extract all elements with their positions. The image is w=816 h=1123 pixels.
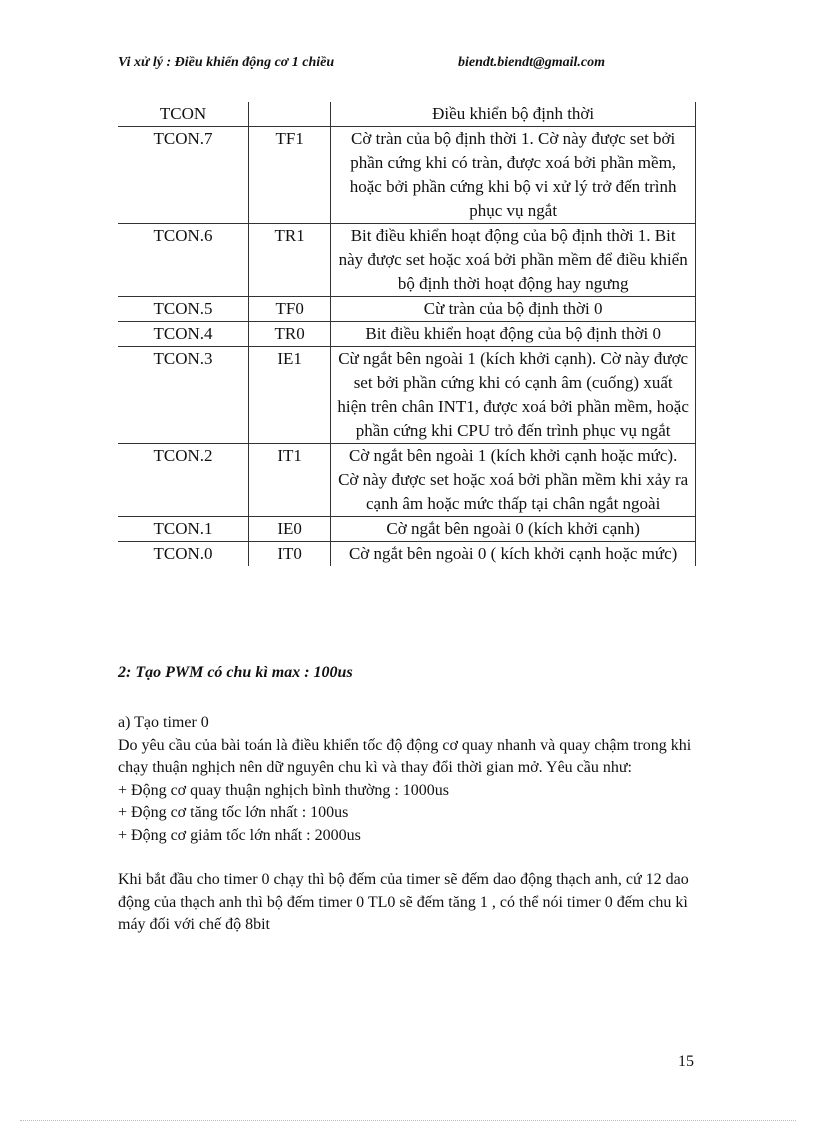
bit-cell: TF0	[249, 297, 331, 322]
body-text	[118, 712, 698, 937]
paragraph: Do yêu cầu của bài toán là điều khiển tốc độ động cơ quay nhanh và quay chậm trong khi chạy thuận nghịch nên dữ nguyên chu kì và thay đổi thời gian mở. Yêu cầu như:	[118, 736, 692, 776]
description-cell: Cờ ngắt bên ngoài 0 (kích khởi cạnh)	[331, 517, 696, 542]
table-row	[118, 347, 696, 444]
table-row	[118, 444, 696, 517]
table-row	[118, 127, 696, 224]
list-item: + Động cơ quay thuận nghịch bình thường : 1000us	[118, 781, 450, 799]
header-email: biendt.biendt@gmail.com	[458, 55, 605, 70]
description-cell: Cừ ngắt bên ngoài 1 (kích khởi cạnh). Cờ này được set bởi phần cứng khi có cạnh âm (cuống) xuất hiện trên chân INT1, được xoá bởi phần mềm, hoặc phần cứng khi CPU trỏ đến trình phục vụ ngắt	[331, 347, 696, 444]
list-item: + Động cơ tăng tốc lớn nhất : 100us	[118, 804, 349, 821]
table-row	[118, 542, 696, 567]
bit-cell: IT1	[249, 444, 331, 517]
table-row	[118, 224, 696, 297]
description-cell: Cừ tràn của bộ định thời 0	[331, 297, 696, 322]
page-number: 15	[678, 1053, 694, 1070]
tcon-table	[118, 102, 696, 566]
register-cell: TCON.1	[118, 517, 249, 542]
register-cell: TCON.4	[118, 322, 249, 347]
register-cell: TCON.7	[118, 127, 249, 224]
bit-cell: TR0	[249, 322, 331, 347]
list-item: + Động cơ giảm tốc lớn nhất : 2000us	[118, 826, 361, 844]
bit-cell: TF1	[249, 127, 331, 224]
table-header-row	[118, 102, 696, 127]
table-header-bit	[249, 102, 331, 127]
header-title: Vi xử lý : Điều khiển động cơ 1 chiều	[118, 55, 335, 70]
description-cell: Cờ tràn của bộ định thời 1. Cờ này được set bởi phần cứng khi có tràn, được xoá bởi phần mềm, hoặc bởi phần cứng khi bộ vi xử lý trở đến trình phục vụ ngắt	[331, 127, 696, 224]
table-row	[118, 517, 696, 542]
table-header-description: Điều khiển bộ định thời	[331, 102, 696, 127]
description-cell: Cờ ngắt bên ngoài 0 ( kích khởi cạnh hoặc mức)	[331, 542, 696, 567]
table-row	[118, 322, 696, 347]
section-title: 2: Tạo PWM có chu kì max : 100us	[118, 664, 353, 681]
register-cell: TCON.6	[118, 224, 249, 297]
bit-cell: IT0	[249, 542, 331, 567]
page-bottom-divider	[20, 1120, 796, 1121]
description-cell: Cờ ngắt bên ngoài 1 (kích khởi cạnh hoặc mức). Cờ này được set hoặc xoá bởi phần mềm khi xảy ra cạnh âm hoặc mức thấp tại chân ngắt ngoài	[331, 444, 696, 517]
register-cell: TCON.5	[118, 297, 249, 322]
register-cell: TCON.0	[118, 542, 249, 567]
table-row	[118, 297, 696, 322]
description-cell: Bit điều khiển hoạt động của bộ định thời 1. Bit này được set hoặc xoá bởi phần mềm để điều khiển bộ định thời hoạt động hay ngưng	[331, 224, 696, 297]
table-header-register: TCON	[118, 102, 249, 127]
bit-cell: IE0	[249, 517, 331, 542]
bit-cell: IE1	[249, 347, 331, 444]
register-cell: TCON.2	[118, 444, 249, 517]
spacer	[118, 847, 698, 869]
paragraph: Khi bắt đầu cho timer 0 chạy thì bộ đếm của timer sẽ đếm dao động thạch anh, cứ 12 dao động của thạch anh thì bộ đếm timer 0 TL0 sẽ đếm tăng 1 , có thể nói timer 0 đếm chu kì máy đối với chế độ 8bit	[118, 871, 689, 933]
subheading: a) Tạo timer 0	[118, 714, 209, 731]
register-cell: TCON.3	[118, 347, 249, 444]
bit-cell: TR1	[249, 224, 331, 297]
description-cell: Bit điều khiển hoạt động của bộ định thời 0	[331, 322, 696, 347]
